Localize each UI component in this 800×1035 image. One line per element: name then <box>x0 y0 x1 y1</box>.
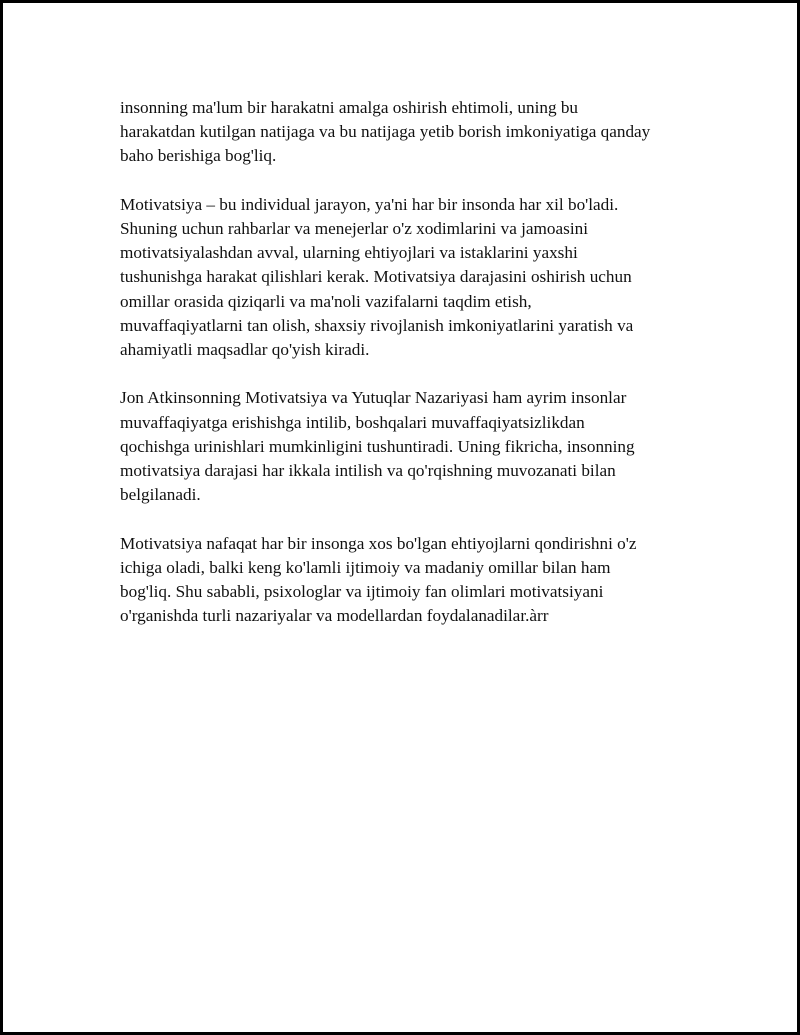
text-line: muvaffaqiyatlarni tan olish, shaxsiy rivojlanish imkoniyatlarini yaratish va <box>120 315 634 335</box>
text-line: insonning ma'lum bir harakatni amalga oshirish ehtimoli, uning bu <box>120 98 579 117</box>
paragraph-4 <box>120 532 700 629</box>
text-line: Motivatsiya nafaqat har bir insonga xos bo'lgan ehtiyojlarni qondirishni o'z <box>120 533 637 553</box>
text-line: Shuning uchun rahbarlar va menejerlar o'z xodimlarini va jamoasini <box>120 219 588 238</box>
text-line: Motivatsiya – bu individual jarayon, ya'ni har bir insonda har xil bo'ladi. <box>120 194 619 214</box>
paragraph-2 <box>120 193 700 362</box>
text-line: ahamiyatli maqsadlar qo'yish kiradi. <box>120 340 370 360</box>
text-line: tushunishga harakat qilishlari kerak. Motivatsiya darajasini oshirish uchun <box>120 267 632 287</box>
text-line: motivatsiya darajasi har ikkala intilish va qo'rqishning muvozanati bilan <box>120 461 616 481</box>
document-body <box>120 96 700 653</box>
text-line: motivatsiyalashdan avval, ularning ehtiyojlari va istaklarini yaxshi <box>120 243 578 263</box>
text-line: bog'liq. Shu sababli, psixologlar va ijtimoiy fan olimlari motivatsiyani <box>120 582 604 602</box>
paragraph-3 <box>120 386 700 507</box>
text-line: omillar orasida qiziqarli va ma'noli vazifalarni taqdim etish, <box>120 291 532 311</box>
text-line: ichiga oladi, balki keng ko'lamli ijtimoiy va madaniy omillar bilan ham <box>120 557 611 577</box>
text-line: qochishga urinishlari mumkinligini tushuntiradi. Uning fikricha, insonning <box>120 436 635 456</box>
paragraph-1 <box>120 96 700 169</box>
text-line: baho berishiga bog'liq. <box>120 146 277 166</box>
text-line: Jon Atkinsonning Motivatsiya va Yutuqlar Nazariyasi ham ayrim insonlar <box>120 388 627 408</box>
text-line: harakatdan kutilgan natijaga va bu natijaga yetib borish imkoniyatiga qanday <box>120 122 651 142</box>
text-line: o'rganishda turli nazariyalar va modellardan foydalanadilar.àrr <box>120 606 549 626</box>
text-line: muvaffaqiyatga erishishga intilib, boshqalari muvaffaqiyatsizlikdan <box>120 412 585 432</box>
text-line: belgilanadi. <box>120 485 201 505</box>
